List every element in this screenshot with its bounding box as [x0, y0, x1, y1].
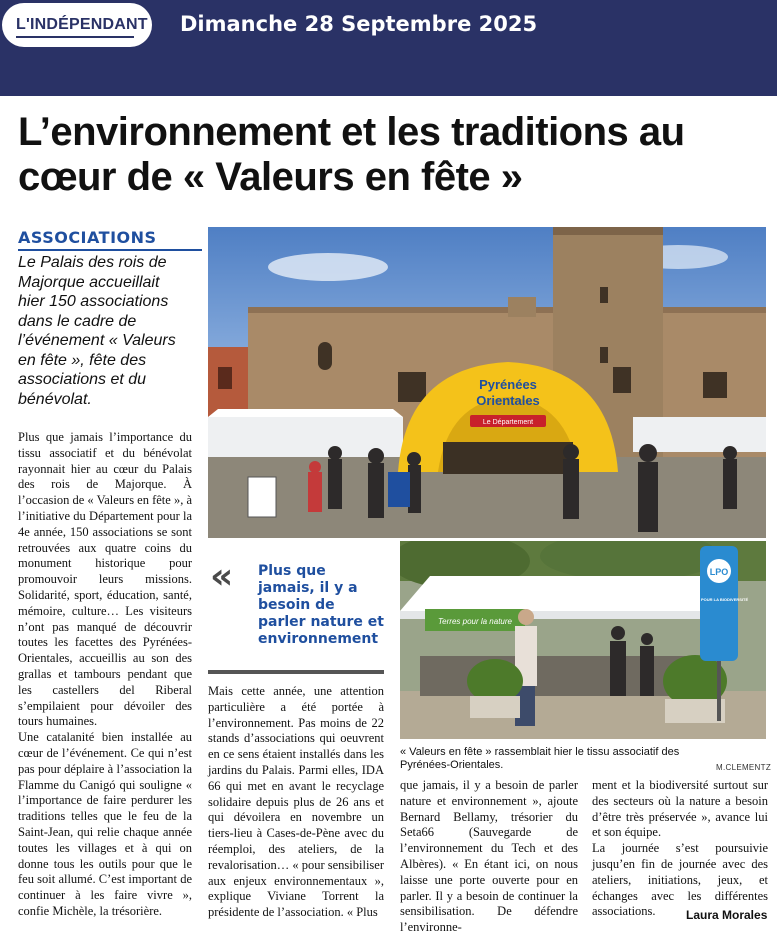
issue-date: Dimanche 28 Septembre 2025 — [180, 12, 538, 36]
flag-logo-text: LPO — [709, 567, 729, 577]
paragraph: Mais cette année, une attention particulière a été portée à l’environnement. Pas moins de 22 stands d’associations qui oeuvrent en ce sens étaient installés dans les jardins du Palais. Parmi elles, IDA 66 qui met en avant le recyclage solidaire depuis plus de 26 ans et qui dévoilera en novembre un tiers-lieu à Cases-de-Pène avec du réemploi, des ateliers, de la revalorisation… « pour sensibiliser aux enjeux environnementaux », explique Viviane Torrent la présidente de l’association. « Plus — [208, 684, 385, 920]
pull-quote-rule — [208, 670, 384, 674]
tent-text: Le Département — [482, 419, 534, 426]
article-lead: Le Palais des rois de Majorque accueillait hier 150 associations dans le cadre de l’événement « Valeurs en fête », fête des associations et du bénévolat. — [18, 254, 176, 408]
pull-quote: Plus que jamais, il y a besoin de parler nature et environnement — [258, 563, 384, 647]
palace-photo-illustration — [208, 227, 766, 538]
logo-underline — [16, 36, 134, 38]
paragraph: que jamais, il y a besoin de parler nature et environnement », ajoute Bernard Bellamy, trésorier du Seta66 (Sauvegarde de l’environnement du Tech et des Albères). « En étant ici, on nous laisse une porte ouverte pour en parler. Il y a besoin de continuer la sensibilisation. De défendre l’environne- — [400, 778, 578, 935]
body-column-4 — [592, 778, 768, 920]
body-column-3 — [400, 778, 578, 936]
body-column-2 — [208, 684, 384, 921]
paragraph: La journée s’est poursuivie jusqu’en fin de journée avec des ateliers, initiations, jeux, et échanges avec les différentes associations. — [592, 841, 768, 919]
article-headline: L’environnement et les traditions au cœur de « Valeurs en fête » — [18, 110, 685, 199]
body-column-1 — [18, 430, 192, 920]
secondary-photo — [400, 541, 766, 739]
flag-text: AGIR POUR LA BIODIVERSITÉ — [689, 597, 749, 602]
header-bar — [0, 0, 777, 96]
tent-text: Orientales — [476, 393, 540, 408]
kicker-rule — [18, 249, 202, 251]
paragraph: Une catalanité bien installée au cœur de l’événement. Ce qui n’est pas pour déplaire à l’association la Flamme du Canigó qui souligne « l’importance de faire perdurer les traditions telles que le feu de la Saint-Jean, qui relie chaque année toutes les villages et à qui on donne tous les outils pour que le feu soit allumé. C’est important de continuer à les faire vivre », confie Michèle, la trésorière. — [18, 730, 192, 918]
paragraph: ment et la biodiversité surtout sur des secteurs où la nature a besoin d’être très préservée », avance lui et son équipe. — [592, 778, 768, 840]
photo-caption: « Valeurs en fête » rassemblait hier le tissu associatif des Pyrénées-Orientales. — [400, 746, 680, 771]
stand-banner-text: Terres pour la nature — [438, 617, 512, 626]
main-photo — [208, 227, 766, 538]
garden-stands-photo-illustration — [400, 541, 766, 739]
tent-text: Pyrénées — [479, 377, 537, 392]
section-kicker: ASSOCIATIONS — [18, 228, 157, 247]
author-byline: Laura Morales — [686, 908, 768, 922]
paragraph: Plus que jamais l’importance du tissu associatif et du bénévolat rayonnait hier au cœur du Palais des rois de Majorque. À l’occasion de « Valeurs en fête », à l’initiative du Département pour la 4e année, 150 associations se sont retrouvées aux quatre coins du monument historique pour promouvoir leurs missions. Solidarité, sport, éducation, santé, mémoire, culture… Les visiteurs n’ont pas manqué de découvrir toutes les facettes des Pyrénées-Orientales, accueillis au son des grallas et tambours pendant que les castellers del Riberal s’empilaient pour dévoiler des tours humaines. — [18, 430, 193, 729]
logo-text: L'INDÉPENDANT — [16, 16, 148, 33]
quote-icon: « — [210, 556, 234, 597]
photo-credit: M.CLEMENTZ — [716, 763, 771, 772]
newspaper-logo — [2, 3, 152, 47]
